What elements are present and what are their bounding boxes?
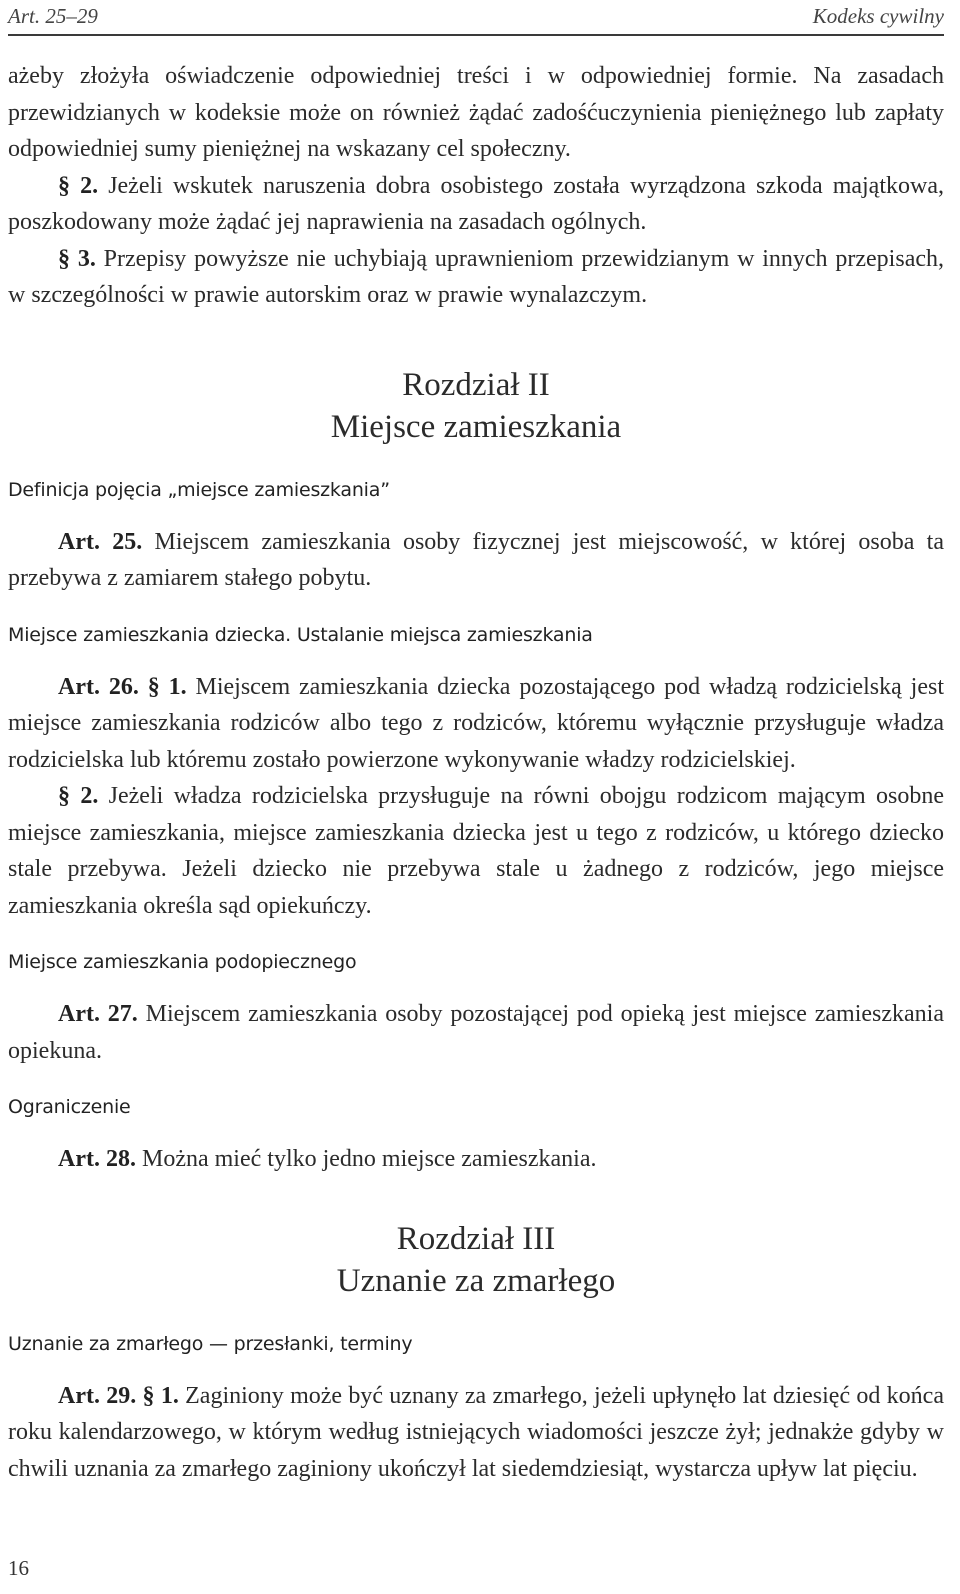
article-26-heading: Miejsce zamieszkania dziecka. Ustalanie miejsca zamieszkania — [8, 623, 593, 646]
paragraph-text: Jeżeli władza rodzicielska przysługuje na równi obojgu rodzicom mającym osobne miejsce zamieszkania, miejsce zamieszkania dziecka jest u tego z rodziców, u którego dziecko stale przebywa. Jeżeli dziecko nie przebywa stale u żadnego z rodziców, jego miejsce zamieszkania określa sąd opiekuńczy. — [8, 783, 945, 919]
paragraph-text: Przepisy powyższe nie uchybiają uprawnieniom przewidzianym w innych przepisach, w szczególności w prawie autorskim oraz w prawie wynalazczym. — [8, 245, 944, 308]
chapter-2-title: Miejsce zamieszkania — [330, 408, 622, 445]
paragraph-text: Zaginiony może być uznany za zmarłego, jeżeli upłynęło lat dziesięć od końca roku kalendarzowego, w którym według istniejących wiadomości jeszcze żył; jednakże gdyby w chwili uznania za zmarłego zaginiony ukończył lat siedemdziesiąt, wystarcza upływ lat pięciu. — [8, 1382, 944, 1482]
paragraph-text: Miejscem zamieszkania dziecka pozostającego pod władzą rodzicielską jest miejsce zamieszkania rodziców albo tego z rodziców, któremu wyłącznie przysługuje władza rodzicielska lub któremu zostało powierzone wykonywanie władzy rodzicielskiej. — [8, 673, 945, 773]
paragraph-text: Miejscem zamieszkania osoby pozostającej pod opieką jest miejsce zamieszkania opiekuna. — [8, 1001, 944, 1064]
paragraph-text: Miejscem zamieszkania osoby fizycznej jest miejscowość, w której osoba ta przebywa z zamiarem stałego pobytu. — [8, 528, 944, 591]
page-number: 16 — [8, 1556, 29, 1580]
intro-paragraph-3 — [8, 241, 944, 314]
article-mark: Art. 29. § 1. — [58, 1382, 179, 1409]
article-27-text — [8, 996, 944, 1069]
document-body — [8, 58, 944, 1487]
article-mark: Art. 26. § 1. — [58, 673, 187, 700]
section-mark: § 2. — [58, 783, 99, 809]
header-code-title: Kodeks cywilny — [812, 4, 944, 28]
document-page — [8, 0, 944, 1487]
article-26-paragraph-1 — [8, 669, 944, 779]
intro-paragraph-2 — [8, 168, 944, 241]
intro-paragraph-1: ażeby złożyła oświadczenie odpowiedniej treści i w odpowiedniej formie. Na zasadach przewidzianych w kodeksie może on również żądać zadośćuczynienia pieniężnego lub zapłaty odpowiedniej sumy pieniężnej na wskazany cel społeczny. — [8, 63, 944, 162]
paragraph-text: Można mieć tylko jedno miejsce zamieszkania. — [135, 1146, 597, 1172]
article-29-heading: Uznanie za zmarłego — przesłanki, terminy — [8, 1332, 413, 1355]
chapter-3-title: Uznanie za zmarłego — [336, 1262, 616, 1299]
article-27-heading: Miejsce zamieszkania podopiecznego — [8, 951, 357, 973]
article-mark: Art. 27. — [58, 1001, 138, 1027]
article-mark: Art. 25. — [58, 528, 143, 555]
article-26-paragraph-2 — [8, 778, 944, 924]
article-28-text — [8, 1141, 944, 1178]
article-29-text — [8, 1378, 944, 1488]
chapter-2-number: Rozdział II — [402, 366, 550, 403]
header-article-range: Art. 25–29 — [8, 4, 98, 28]
running-header — [8, 0, 944, 36]
section-mark: § 3. — [58, 245, 96, 272]
article-28-heading: Ograniczenie — [8, 1096, 131, 1118]
chapter-3-number: Rozdział III — [396, 1220, 556, 1257]
article-mark: Art. 28. — [58, 1146, 136, 1172]
section-mark: § 2. — [58, 172, 99, 199]
paragraph-text: Jeżeli wskutek naruszenia dobra osobistego została wyrządzona szkoda majątkowa, poszkodowany może żądać jej naprawienia na zasadach ogólnych. — [8, 172, 944, 235]
article-25-text — [8, 524, 944, 597]
article-25-heading: Definicja pojęcia „miejsce zamieszkania” — [8, 478, 390, 501]
